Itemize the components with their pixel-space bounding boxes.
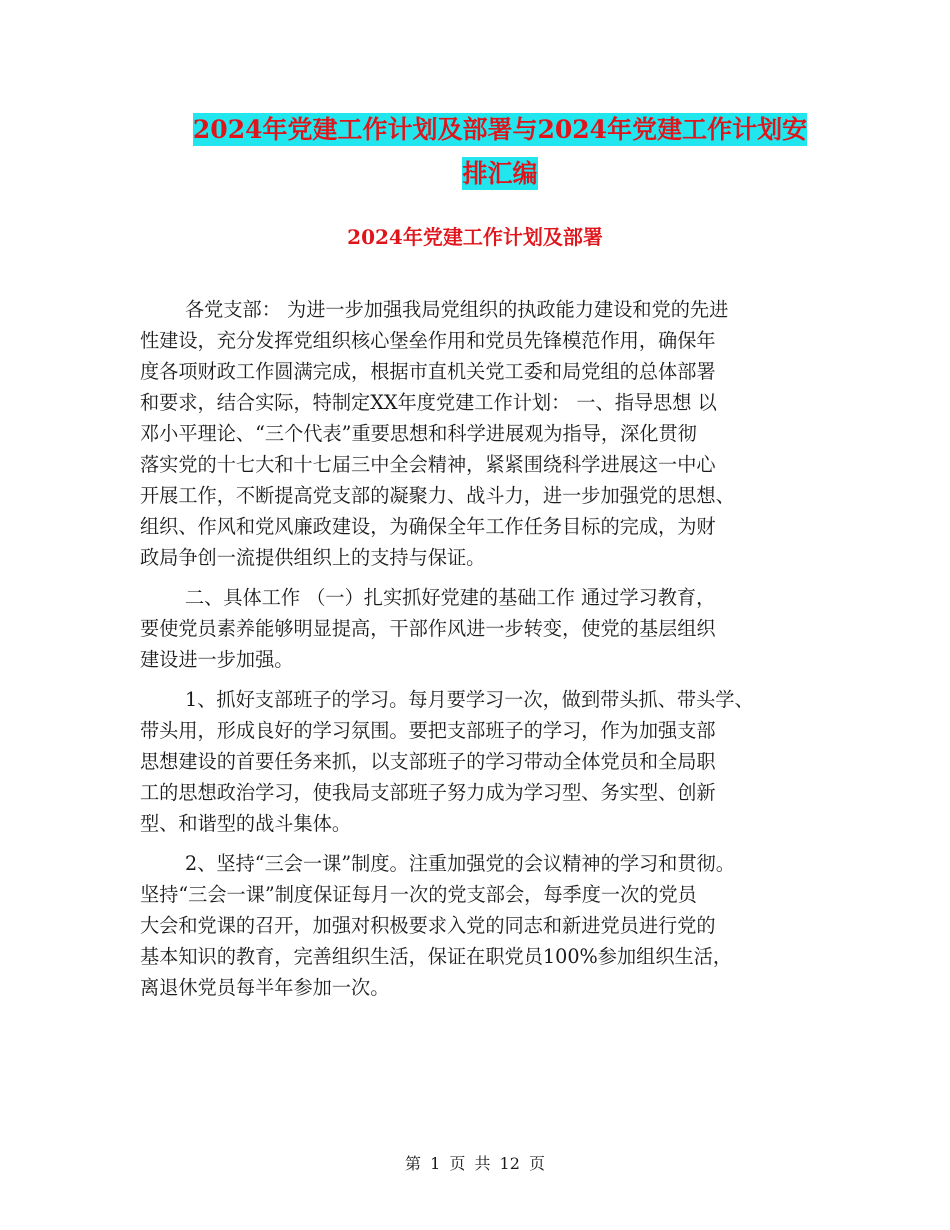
section-title: 2024年党建工作计划及部署 [347,225,603,249]
paragraph-line: 大会和党课的召开，加强对积极要求入党的同志和新进党员进行党的 [140,914,716,937]
paragraph-line: 基本知识的教育，完善组织生活，保证在职党员100%参加组织生活， [140,945,733,968]
paragraph-line: 工的思想政治学习，使我局支部班子努力成为学习型、务实型、创新 [140,781,716,804]
document-title [140,108,860,196]
paragraph-line: 政局争创一流提供组织上的支持与保证。 [140,546,486,569]
paragraph-line: 开展工作，不断提高党支部的凝聚力、战斗力，进一步加强党的思想、 [140,484,735,507]
paragraph-line: 和要求，结合实际，特制定XX年度党建工作计划： 一、指导思想 以 [140,391,717,414]
paragraph-line: 邓小平理论、“三个代表”重要思想和科学进展观为指导，深化贯彻 [140,422,697,445]
paragraph [140,848,824,1003]
document-title-line-2: 排汇编 [462,159,538,188]
page-footer: 第 1 页 共 12 页 [405,1154,545,1173]
paragraph-line: 思想建设的首要任务来抓，以支部班子的学习带动全体党员和全局职 [140,750,716,773]
paragraph-line: 型、和谐型的战斗集体。 [140,812,352,835]
paragraph-line: 落实党的十七大和十七届三中全会精神，紧紧围绕科学进展这一中心 [140,453,716,476]
paragraph [140,294,824,573]
paragraph [140,684,824,839]
paragraph-line: 性建设，充分发挥党组织核心堡垒作用和党员先锋模范作用，确保年 [140,329,716,352]
paragraph-line: 组织、作风和党风廉政建设，为确保全年工作任务目标的完成，为财 [140,515,716,538]
document-title-line-1: 2024年党建工作计划及部署与2024年党建工作计划安 [192,115,808,144]
paragraph-line: 二、具体工作 （一）扎实抓好党建的基础工作 通过学习教育， [185,586,716,609]
paragraph-line: 2、坚持“三会一课”制度。注重加强党的会议精神的学习和贯彻。 [185,852,735,875]
paragraph [140,582,824,675]
paragraph-line: 建设进一步加强。 [140,648,294,671]
document-body [140,294,824,1003]
paragraph-line: 各党支部： 为进一步加强我局党组织的执政能力建设和党的先进 [185,298,729,321]
paragraph-line: 1、抓好支部班子的学习。每月要学习一次，做到带头抓、带头学、 [185,688,754,711]
paragraph-line: 离退休党员每半年参加一次。 [140,976,390,999]
paragraph-line: 坚持“三会一课”制度保证每月一次的党支部会，每季度一次的党员 [140,883,697,906]
paragraph-line: 带头用，形成良好的学习氛围。要把支部班子的学习，作为加强支部 [140,719,716,742]
paragraph-line: 要使党员素养能够明显提高，干部作风进一步转变，使党的基层组织 [140,617,716,640]
paragraph-line: 度各项财政工作圆满完成，根据市直机关党工委和局党组的总体部署 [140,360,716,383]
